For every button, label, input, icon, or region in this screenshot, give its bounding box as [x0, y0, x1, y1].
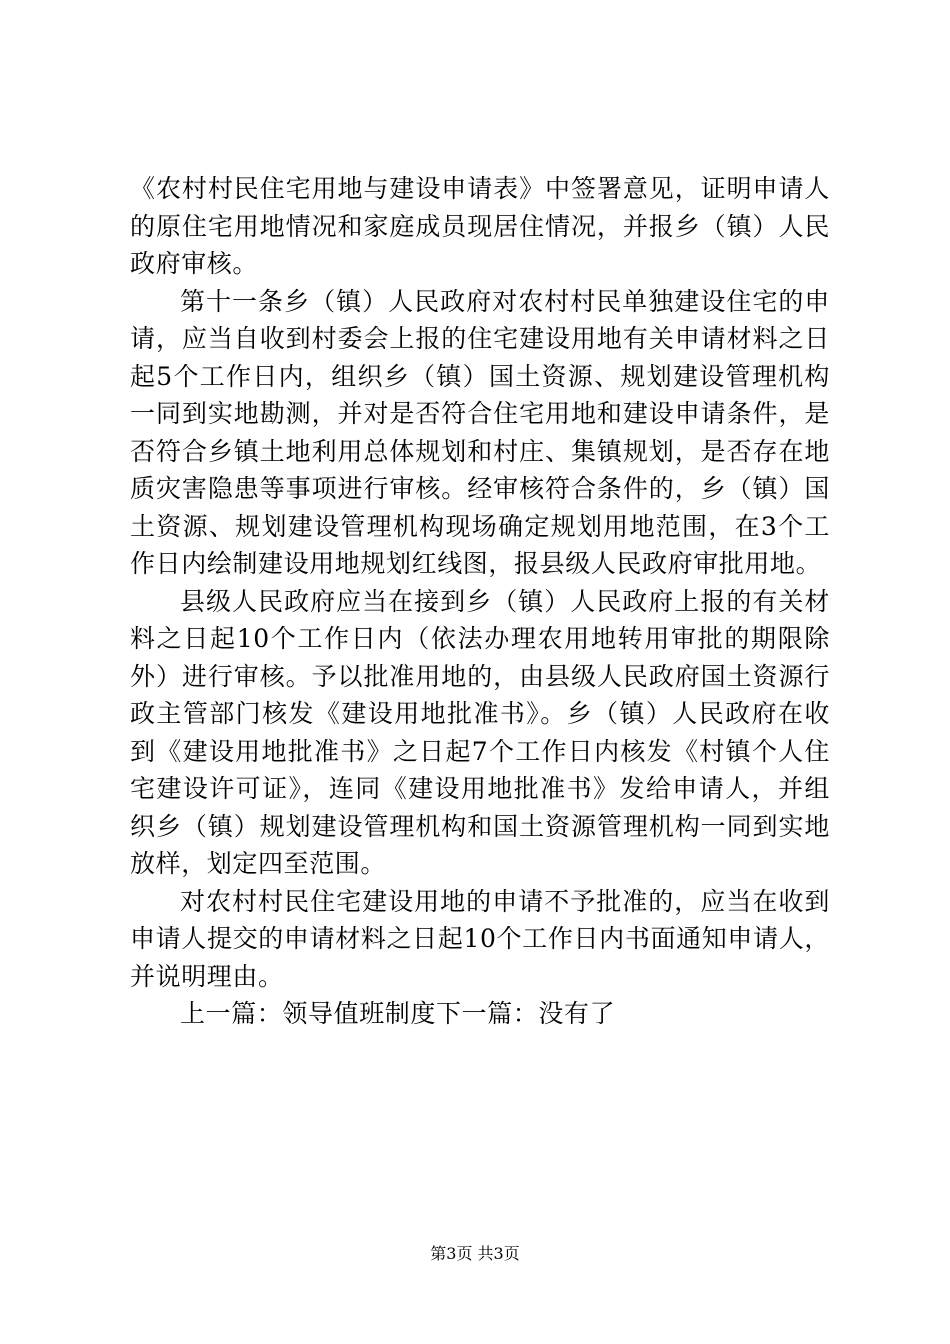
- paragraph-1: 《农村村民住宅用地与建设申请表》中签署意见，证明申请人的原住宅用地情况和家庭成员现居住情况，并报乡（镇）人民政府审核。: [130, 174, 830, 278]
- paragraph-3: 县级人民政府应当在接到乡（镇）人民政府上报的有关材料之日起10个工作日内（依法办理农用地转用审批的期限除外）进行审核。予以批准用地的，由县级人民政府国土资源行政主管部门核发《建设用地批准书》。乡（镇）人民政府在收到《建设用地批准书》之日起7个工作日内核发《村镇个人住宅建设许可证》，连同《建设用地批准书》发给申请人，并组织乡（镇）规划建设管理机构和国土资源管理机构一同到实地放样，划定四至范围。: [130, 586, 830, 878]
- document-body: [130, 170, 830, 1033]
- paragraph-4: 对农村村民住宅建设用地的申请不予批准的，应当在收到申请人提交的申请材料之日起10个工作日内书面通知申请人，并说明理由。: [130, 886, 830, 991]
- page-number-footer: 第3页 共3页: [430, 1244, 520, 1263]
- prev-next-links[interactable]: 上一篇：领导值班制度下一篇：没有了: [180, 999, 616, 1028]
- paragraph-2: 第十一条乡（镇）人民政府对农村村民单独建设住宅的申请，应当自收到村委会上报的住宅建设用地有关申请材料之日起5个工作日内，组织乡（镇）国土资源、规划建设管理机构一同到实地勘测，并对是否符合住宅用地和建设申请条件，是否符合乡镇土地利用总体规划和村庄、集镇规划，是否存在地质灾害隐患等事项进行审核。经审核符合条件的，乡（镇）国土资源、规划建设管理机构现场确定规划用地范围，在3个工作日内绘制建设用地规划红线图，报县级人民政府审批用地。: [130, 286, 830, 578]
